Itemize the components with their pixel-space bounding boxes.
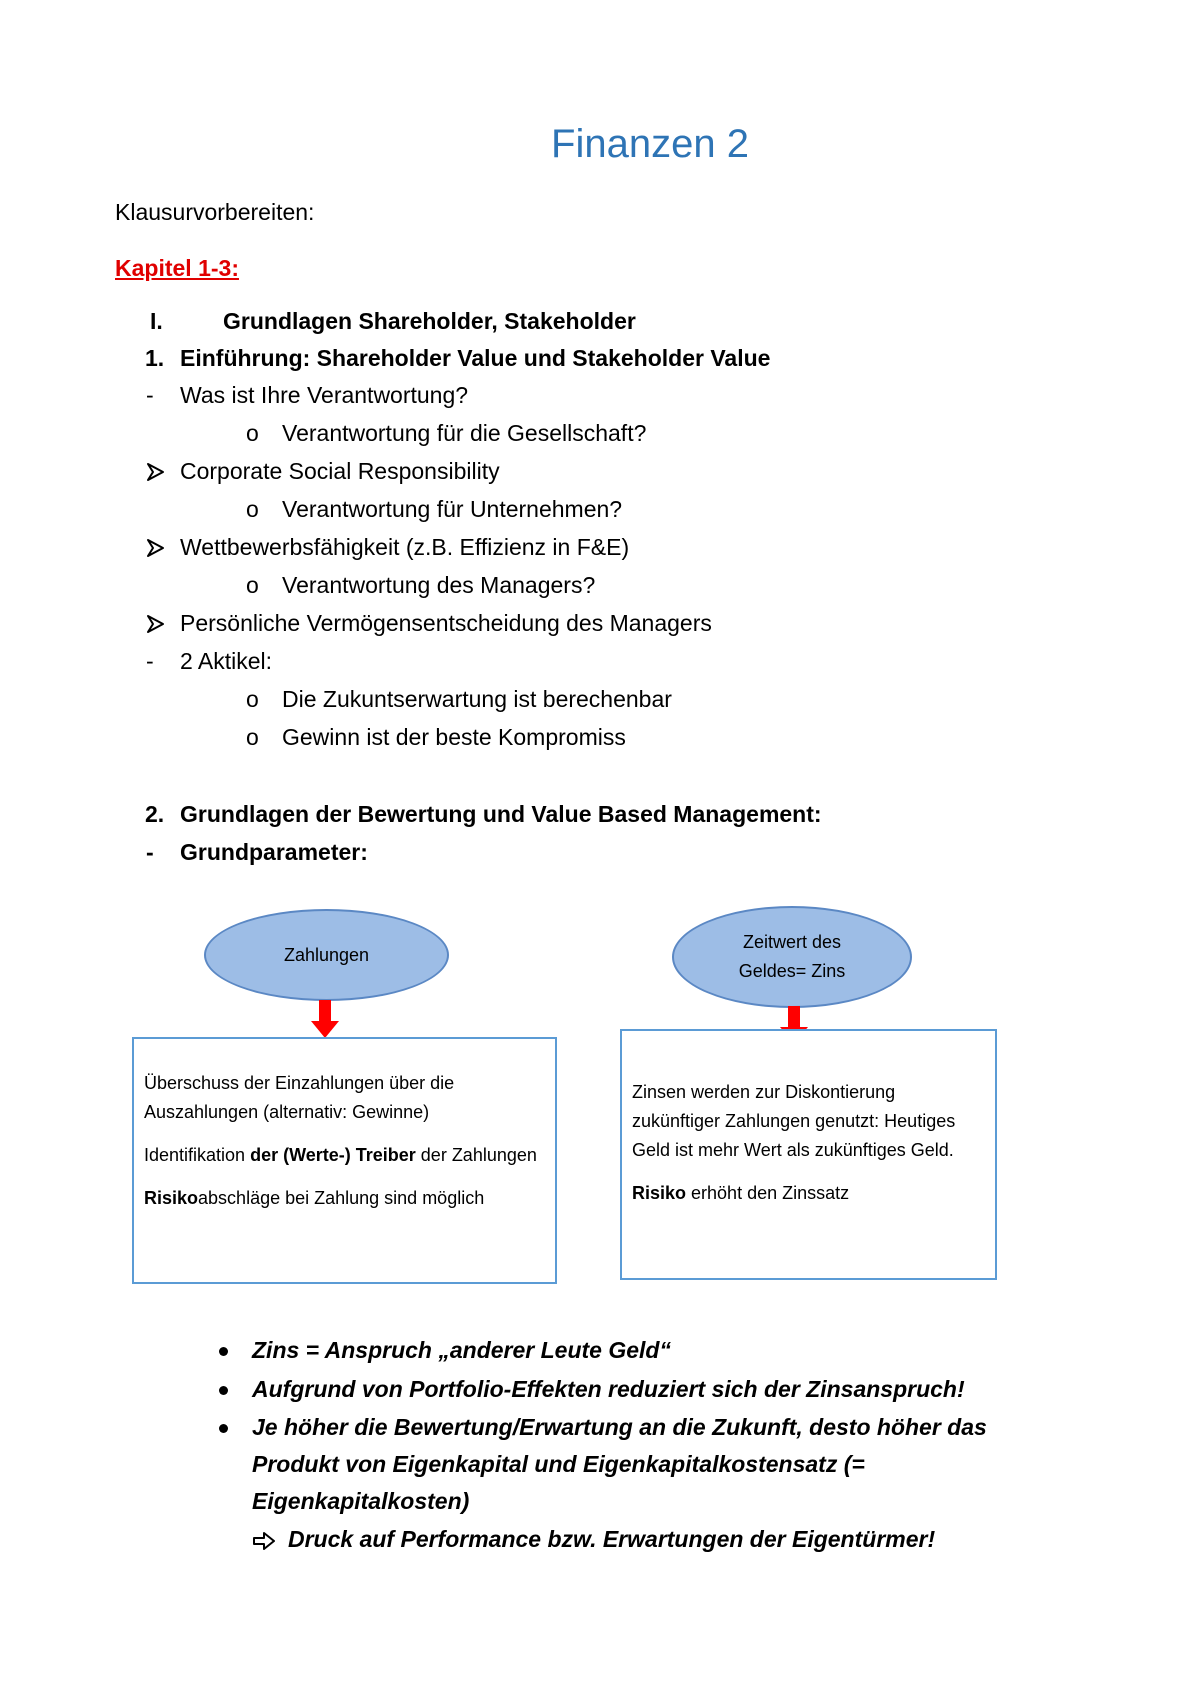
box-text: Risikoabschläge bei Zahlung sind möglich xyxy=(144,1188,485,1208)
bullet-text: Aufgrund von Portfolio-Effekten reduziert sich der Zinsanspruch! xyxy=(252,1376,965,1402)
bullet-text: Produkt von Eigenkapital und Eigenkapitalkostensatz (= xyxy=(252,1451,865,1477)
list-item: Verantwortung für die Gesellschaft? xyxy=(282,420,647,446)
oval-zahlungen-label: Zahlungen xyxy=(283,944,370,965)
right-arrow-icon xyxy=(252,1532,276,1550)
section-2-marker: 2. xyxy=(145,801,165,827)
bullet-text: Je höher die Bewertung/Erwartung an die Zukunft, desto höher das xyxy=(252,1414,987,1440)
circle-marker: o xyxy=(246,724,259,750)
list-item: Verantwortung für Unternehmen? xyxy=(282,496,623,522)
bullet-dot-icon xyxy=(219,1424,228,1433)
arrowhead-bullet-icon xyxy=(147,463,165,481)
oval-zeitwert-line1: Zeitwert des xyxy=(742,932,842,952)
roman-marker: I. xyxy=(150,308,163,334)
page-title: Finanzen 2 xyxy=(551,122,749,166)
arrowhead-bullet-icon xyxy=(147,539,165,557)
section-1-heading: Einführung: Shareholder Value und Stakeholder Value xyxy=(180,345,771,371)
list-item: Verantwortung des Managers? xyxy=(282,572,596,598)
oval-zeitwert-line2: Geldes= Zins xyxy=(738,961,846,981)
circle-marker: o xyxy=(246,572,259,598)
subheading-grundparameter: Grundparameter: xyxy=(180,839,368,865)
bullet-dot-icon xyxy=(219,1386,228,1395)
section-2-heading: Grundlagen der Bewertung und Value Based Management: xyxy=(180,801,822,827)
subtitle: Klausurvorbereiten: xyxy=(115,199,315,225)
list-item: Gewinn ist der beste Kompromiss xyxy=(282,724,626,750)
oval-zeitwert xyxy=(672,906,912,1008)
list-item: Was ist Ihre Verantwortung? xyxy=(180,382,469,408)
section-1-marker: 1. xyxy=(145,345,165,371)
box-text: Überschuss der Einzahlungen über die Auszahlungen (alternativ: Gewinne) xyxy=(144,1073,455,1122)
oval-zahlungen xyxy=(204,909,449,1001)
down-arrow-icon xyxy=(311,1000,339,1040)
list-item: Die Zukuntserwartung ist berechenbar xyxy=(282,686,672,712)
circle-marker: o xyxy=(246,686,259,712)
dash-marker: - xyxy=(146,648,154,674)
circle-marker: o xyxy=(246,420,259,446)
bullet-text: Druck auf Performance bzw. Erwartungen der Eigentürmer! xyxy=(288,1526,936,1552)
box-zeitwert xyxy=(620,1029,997,1280)
box-text: Risiko erhöht den Zinssatz xyxy=(632,1183,850,1203)
arrowhead-bullet-icon xyxy=(147,615,165,633)
list-item: 2 Aktikel: xyxy=(180,648,273,674)
bullet-text: Zins = Anspruch „anderer Leute Geld“ xyxy=(252,1337,671,1363)
list-item: Corporate Social Responsibility xyxy=(180,458,500,484)
dash-marker: - xyxy=(146,839,154,865)
box-text: Zinsen werden zur Diskontierung zukünftiger Zahlungen genutzt: Heutiges Geld ist mehr Wert als zukünftiges Geld. xyxy=(632,1082,956,1160)
chapter-heading: Kapitel 1-3: xyxy=(115,255,239,281)
box-zahlungen xyxy=(132,1037,557,1284)
dash-marker: - xyxy=(146,382,154,408)
bullet-dot-icon xyxy=(219,1347,228,1356)
section-heading-grundlagen: Grundlagen Shareholder, Stakeholder xyxy=(223,308,636,334)
bullet-text: Eigenkapitalkosten) xyxy=(252,1488,470,1514)
box-text: Identifikation der (Werte-) Treiber der Zahlungen xyxy=(144,1145,537,1165)
circle-marker: o xyxy=(246,496,259,522)
list-item: Wettbewerbsfähigkeit (z.B. Effizienz in F&E) xyxy=(180,534,630,560)
list-item: Persönliche Vermögensentscheidung des Managers xyxy=(180,610,712,636)
